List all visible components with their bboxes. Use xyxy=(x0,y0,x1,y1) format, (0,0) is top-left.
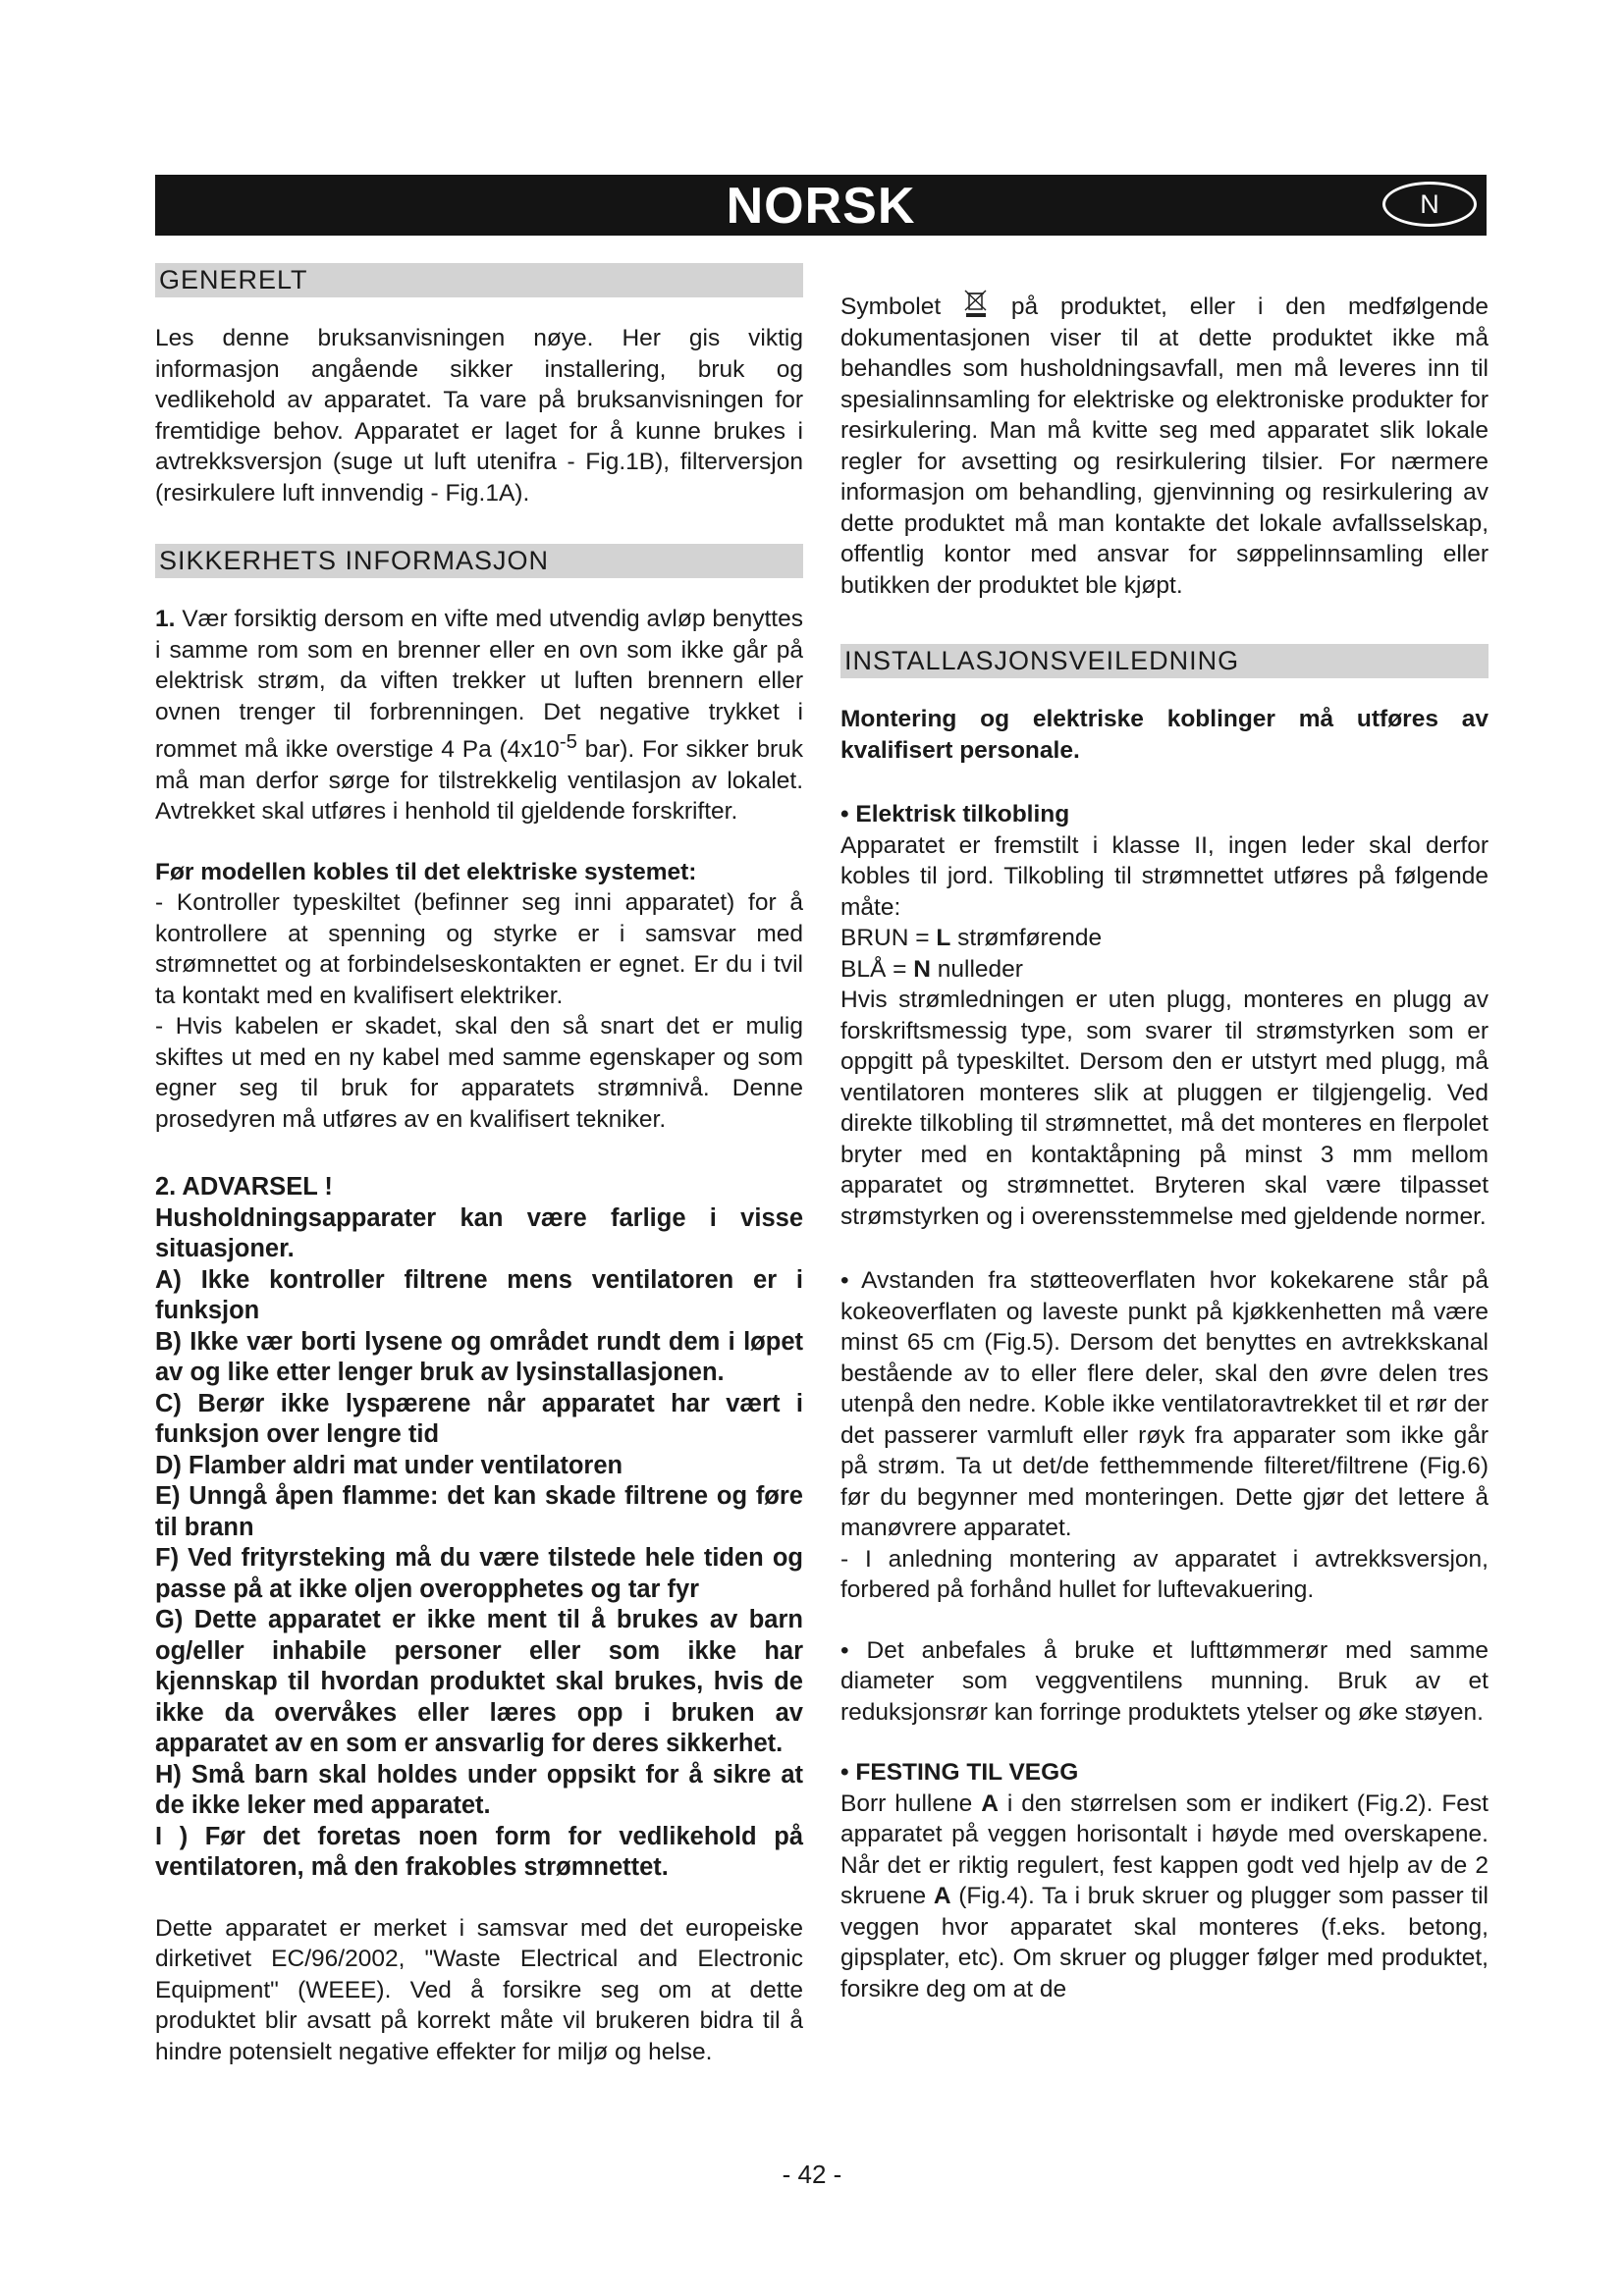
warning-line: B) Ikke vær borti lysene og området rundt dem i løpet av og like etter lenger bruk av lysinstallasjonen. xyxy=(155,1327,803,1387)
before-connect-item-1: - Kontroller typeskiltet (befinner seg inni apparatet) for å kontrollere at spenning og styrke er i samsvar med strømnettet og at forbindelseskontakten er egnet. Er du i tvil ta kontakt med en kvalifisert elektriker. xyxy=(155,889,803,1009)
pipe-paragraph: • Det anbefales å bruke et lufttømmerør med samme diameter som veggventilens munning. Bruk av et reduksjonsrør kan forringe produktets ytelser og øke støyen. xyxy=(840,1636,1489,1726)
wall-screw-label: A xyxy=(933,1883,951,1909)
wall-heading: • FESTING TIL VEGG xyxy=(840,1759,1079,1786)
before-connect-item-2: - Hvis kabelen er skadet, skal den så snart det er mulig skiftes ut med en ny kabel med samme egenskaper og som egner seg til bruk for apparatets strømnivå. Denne prosedyren må utføres av en kvalifisert tekniker. xyxy=(155,1013,803,1133)
symbol-text: på produktet, eller i den medfølgende dokumentasjonen viser til at dette produktet ikke må behandles som husholdningsavfall, men må leveres inn til spesialinnsamling for elektriske og elektroniske produkter for resirkulering. Man må kvitte seg med apparatet slik lokale regler for avsetting og resirkulering tilsier. For nærmere informasjon om behandling, gjenvinning og resirkulering av dette produktet må man kontakte det lokale avfallsselskap, offentlig kontor med ansvar for søppelinnsamling eller butikken der produktet ble kjøpt. xyxy=(840,294,1489,599)
left-column xyxy=(155,263,803,2097)
symbol-pre: Symbolet xyxy=(840,294,963,320)
weee-paragraph: Dette apparatet er merket i samsvar med det europeiske dirketivet EC/96/2002, "Waste Electrical and Electronic Equipment" (WEEE). Ved å forsikre seg om at dette produktet blir avsatt på korrekt måte vil brukeren bidra til å hindre potensielt negative effekter for miljø og helse. xyxy=(155,1914,803,2065)
warning-line: A) Ikke kontroller filtrene mens ventilatoren er i funksjon xyxy=(155,1265,803,1325)
section-heading-installasjon: INSTALLASJONSVEILEDNING xyxy=(840,644,1489,678)
wall-paragraph xyxy=(840,1789,1489,2005)
warning-line: H) Små barn skal holdes under oppsikt for å sikre at de ikke leker med apparatet. xyxy=(155,1760,803,1820)
safety-item-1 xyxy=(155,604,803,828)
warning-title: 2. ADVARSEL ! xyxy=(155,1173,333,1201)
bla-line xyxy=(840,954,1489,986)
wall-hole-label: A xyxy=(981,1789,999,1817)
brun-label: BRUN = xyxy=(840,925,937,951)
brun-line xyxy=(840,923,1489,954)
distance-paragraph-2: - I anledning montering av apparatet i avtrekksversjon, forbered på forhånd hullet for luftevakuering. xyxy=(840,1545,1489,1603)
right-column xyxy=(840,263,1489,2004)
bla-desc: nulleder xyxy=(930,955,1023,983)
distance-paragraph: • Avstanden fra støtteoverflaten hvor kokekarene står på kokeoverflaten og laveste punkt på kjøkkenhetten må være minst 65 cm (Fig.5). Dersom det benyttes en avtrekkskanal bestående av to eller flere deler, skal den øvre delen tres utenpå den nedre. Koble ikke ventilatoravtrekket til et rør der det passerer varmluft eller røyk fra apparater som ikke går på strøm. Ta ut det/de fetthemmende filteret/filtrene (Fig.6) før du begynner med monteringen. Dette gjør det lettere å manøvrere apparatet. xyxy=(840,1267,1489,1541)
elec-text-2: Hvis strømledningen er uten plugg, monteres en plugg av forskriftsmessig type, som svarer til strømstyrken som er oppgitt på typeskiltet. Dersom den er utstyrt med plugg, må ventilatoren monteres slik at pluggen er tilgjengelig. Ved direkte tilkobling til strømnettet, må det monteres en flerpolet bryter med en kontaktåpning på minst 3 mm mellom apparatet og strømnettet. Bryteren skal være tilpasset strømstyrken og i overensstemmelse med gjeldende normer. xyxy=(840,987,1489,1230)
item1-text: Vær forsiktig dersom en vifte med utvendig avløp benyttes i samme rom som en brenner eller en ovn som ikke går på elektrisk strøm, da viften trekker ut luften brennern eller ovnen trenger til forbrenningen. Det negative trykket i rommet må ikke overstige 4 Pa (4x10 xyxy=(155,606,803,764)
elec-text-1: Apparatet er fremstilt i klasse II, ingen leder skal derfor kobles til jord. Tilkobling til strømnettet utføres på følgende måte: xyxy=(840,831,1489,921)
crossed-bin-icon xyxy=(963,289,989,318)
warning-line: D) Flamber aldri mat under ventilatoren xyxy=(155,1451,623,1479)
brun-letter: L xyxy=(936,925,951,951)
symbol-paragraph xyxy=(840,289,1489,601)
install-bold-note: Montering og elektriske koblinger må utføres av kvalifisert personale. xyxy=(840,706,1489,764)
brun-desc: strømførende xyxy=(950,925,1103,951)
warning-line: E) Unngå åpen flamme: det kan skade filtrene og føre til brann xyxy=(155,1482,803,1541)
language-badge: N xyxy=(1382,182,1477,227)
warning-block xyxy=(155,1172,803,1884)
section-heading-sikkerhet: SIKKERHETS INFORMASJON xyxy=(155,544,803,578)
page-number: - 42 - xyxy=(782,2160,842,2189)
language-banner xyxy=(155,175,1487,236)
item1-exponent: -5 xyxy=(559,731,577,753)
wall-text-1: i den størrelsen som er indikert (Fig.2). Fest apparatet på veggen horisontalt i høyde med overskapene. Når det er riktig regulert, fest kappen godt ved hjelp av de 2 skruene xyxy=(840,1789,1489,1909)
warning-line: G) Dette apparatet er ikke ment til å brukes av barn og/eller inhabile personer eller som ikke har kjennskap til hvordan produktet skal brukes, hvis de ikke da overvåkes eller læres opp i bruken av apparatet av en som er ansvarlig for deres sikkerhet. xyxy=(155,1606,803,1758)
banner-title: NORSK xyxy=(726,178,916,235)
warning-line: C) Berør ikke lyspærene når apparatet har vært i funksjon over lengre tid xyxy=(155,1389,803,1449)
wall-pre: Borr hullene xyxy=(840,1789,982,1817)
bla-label: BLÅ = xyxy=(840,955,914,983)
generelt-paragraph: Les denne bruksanvisningen nøye. Her gis viktig informasjon angående sikker installering, bruk og vedlikehold av apparatet. Ta vare på bruksanvisningen for fremtidige behov. Apparatet er laget for å kunne brukes i avtrekksversjon (suge ut luft utenifra - Fig.1B), filterversjon (resirkulere luft innvendig - Fig.1A). xyxy=(155,325,803,507)
warning-line: Husholdningsapparater kan være farlige i visse situasjoner. xyxy=(155,1203,803,1263)
item-number: 1. xyxy=(155,606,176,632)
before-connect-heading: Før modellen kobles til det elektriske systemet: xyxy=(155,858,697,885)
section-heading-generelt: GENERELT xyxy=(155,263,803,297)
item1-rest: bar). For sikker bruk må man derfor sørge for tilstrekkelig ventilasjon av lokalet. Avtrekket skal utføres i henhold til gjeldende forskrifter. xyxy=(155,736,803,826)
warning-line: I ) Før det foretas noen form for vedlikehold på ventilatoren, må den frakobles strømnettet. xyxy=(155,1822,803,1882)
warning-line: F) Ved frityrsteking må du være tilstede hele tiden og passe på at ikke oljen overopphetes og tar fyr xyxy=(155,1544,803,1603)
bla-letter: N xyxy=(913,955,931,983)
wall-text-2: (Fig.4). Ta i bruk skruer og plugger som passer til veggen hvor apparatet skal monteres (f.eks. betong, gipsplater, etc). Om skruer og plugger følger med produktet, forsikre deg om at de xyxy=(840,1883,1489,2002)
elec-heading: • Elektrisk tilkobling xyxy=(840,801,1070,828)
